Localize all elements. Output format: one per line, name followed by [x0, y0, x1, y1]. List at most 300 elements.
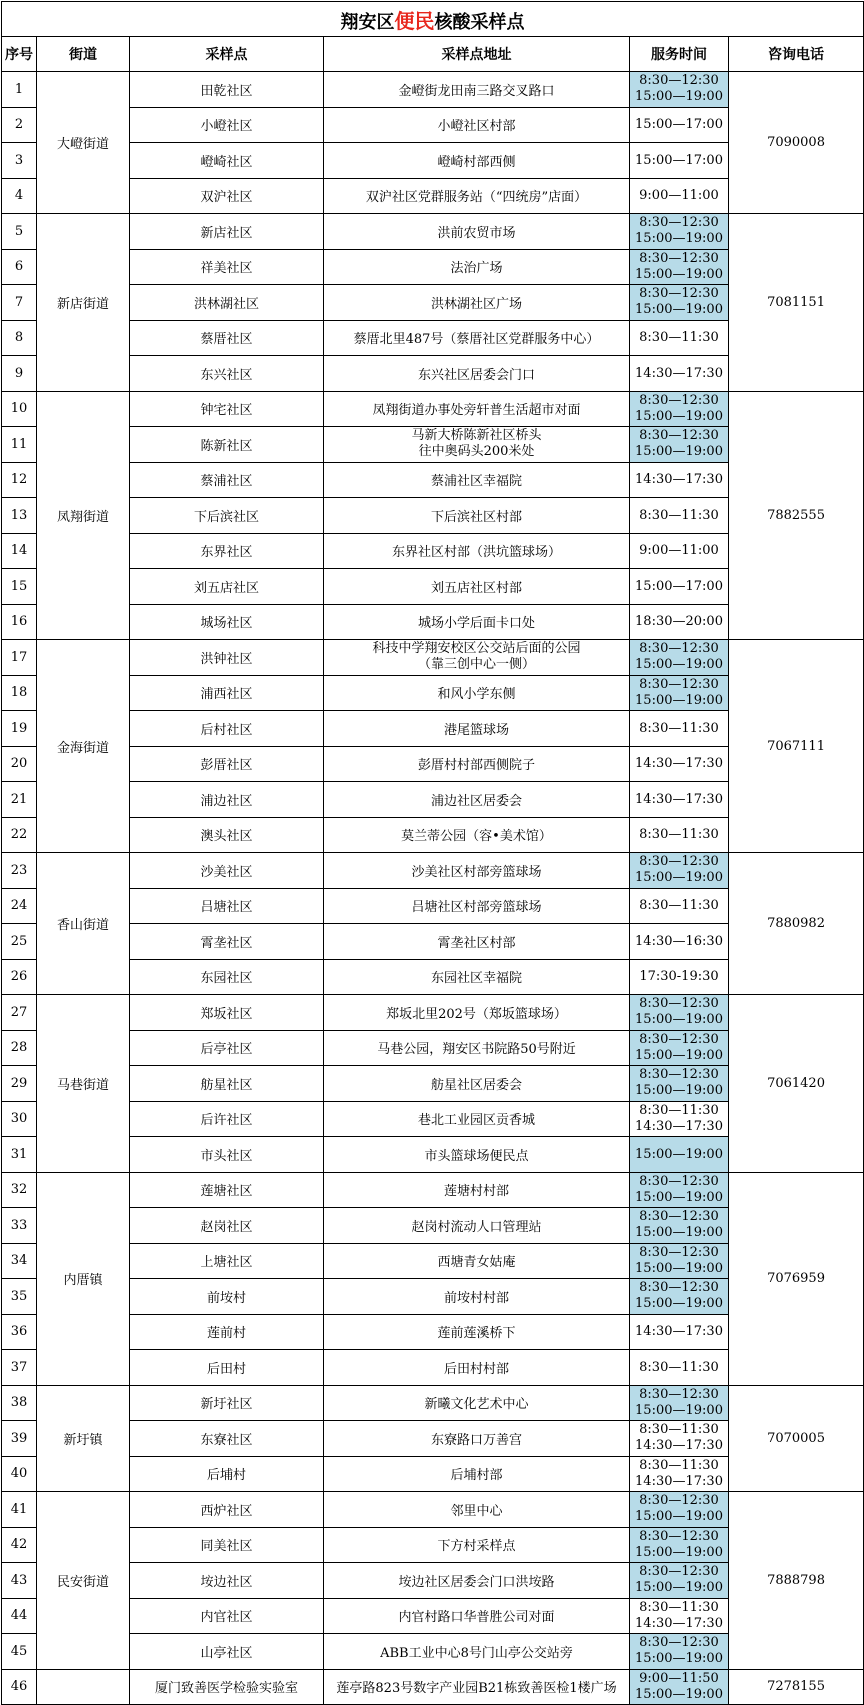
site-address [324, 640, 630, 676]
sampling-sites-table [1, 1, 864, 1705]
site-name: 洪钟社区 [130, 640, 324, 676]
table-row [2, 1669, 864, 1705]
site-address [324, 888, 630, 924]
row-number: 29 [2, 1066, 37, 1102]
time-line: 15:00—19:00 [635, 1189, 723, 1205]
site-name: 东界社区 [130, 533, 324, 569]
street-name: 金海街道 [37, 640, 130, 853]
service-time [630, 1563, 729, 1599]
address-line: 内官村路口华普胜公司对面 [398, 1610, 555, 1626]
address-line: 蔡厝北里487号（蔡厝社区党群服务中心） [353, 332, 600, 348]
row-number: 45 [2, 1634, 37, 1670]
time-line: 8:30—12:30 [639, 1244, 719, 1260]
time-line: 15:00—19:00 [635, 1047, 723, 1063]
time-line: 8:30—12:30 [639, 286, 719, 302]
time-line: 8:30—12:30 [639, 428, 719, 444]
site-address [324, 356, 630, 392]
address-line: 和风小学东侧 [437, 687, 516, 703]
site-address [324, 817, 630, 853]
time-line: 9:00—11:00 [639, 543, 719, 559]
address-line: 港尾篮球场 [443, 722, 509, 738]
time-line: 15:00—17:00 [635, 152, 723, 168]
service-time [630, 249, 729, 285]
time-line: 15:00—17:00 [635, 578, 723, 594]
row-number: 22 [2, 817, 37, 853]
time-line: 15:00—19:00 [635, 1402, 723, 1418]
street-name: 香山街道 [37, 853, 130, 995]
consult-phone: 7081151 [729, 214, 864, 392]
address-line: 下方村采样点 [437, 1539, 516, 1555]
time-line: 8:30—12:30 [639, 1031, 719, 1047]
site-address [324, 72, 630, 108]
address-line: 往中奥码头200米处 [418, 444, 535, 460]
consult-phone: 7882555 [729, 391, 864, 640]
service-time [630, 1598, 729, 1634]
site-address [324, 1563, 630, 1599]
street-name: 凤翔街道 [37, 391, 130, 640]
time-line: 8:30—12:30 [639, 73, 719, 89]
row-number: 33 [2, 1208, 37, 1244]
service-time [630, 498, 729, 534]
row-number: 39 [2, 1421, 37, 1457]
time-line: 15:00—19:00 [635, 1146, 723, 1162]
row-number: 35 [2, 1279, 37, 1315]
site-address [324, 604, 630, 640]
row-number: 18 [2, 675, 37, 711]
row-number: 26 [2, 959, 37, 995]
service-time [630, 462, 729, 498]
site-name: 钟宅社区 [130, 391, 324, 427]
time-line: 8:30—11:30 [639, 330, 719, 346]
table-row [2, 995, 864, 1031]
site-name: 后田村 [130, 1350, 324, 1386]
row-number: 30 [2, 1101, 37, 1137]
service-time [630, 143, 729, 179]
service-time [630, 533, 729, 569]
site-address [324, 1137, 630, 1173]
row-number: 8 [2, 320, 37, 356]
time-line: 15:00—19:00 [635, 89, 723, 105]
site-name: 同美社区 [130, 1527, 324, 1563]
row-number: 28 [2, 1030, 37, 1066]
address-line: 巷北工业园区贡香城 [417, 1113, 535, 1129]
service-time [630, 1669, 729, 1705]
site-name: 吕塘社区 [130, 888, 324, 924]
time-line: 15:00—19:00 [635, 1260, 723, 1276]
address-line: 小嶝社区村部 [437, 119, 516, 135]
service-time [630, 959, 729, 995]
site-name: 祥美社区 [130, 249, 324, 285]
time-line: 15:00—19:00 [635, 1083, 723, 1099]
address-line: （靠三创中心一侧） [417, 657, 535, 673]
title-suffix: 核酸采样点 [434, 11, 525, 33]
row-number: 15 [2, 569, 37, 605]
service-time [630, 1314, 729, 1350]
service-time [630, 1492, 729, 1528]
time-line: 14:30—17:30 [635, 472, 723, 488]
time-line: 8:30—12:30 [639, 1493, 719, 1509]
address-line: 马巷公园，翔安区书院路50号附近 [377, 1042, 576, 1058]
address-line: 城场小学后面卡口处 [417, 616, 535, 632]
time-line: 15:00—19:00 [635, 1580, 723, 1596]
service-time [630, 569, 729, 605]
site-address [324, 569, 630, 605]
site-name: 前垵村 [130, 1279, 324, 1315]
time-line: 8:30—12:30 [639, 641, 719, 657]
consult-phone: 7070005 [729, 1385, 864, 1492]
site-address [324, 143, 630, 179]
service-time [630, 1172, 729, 1208]
time-line: 8:30—12:30 [639, 1280, 719, 1296]
site-name: 蔡浦社区 [130, 462, 324, 498]
address-line: 东兴社区居委会门口 [417, 367, 535, 383]
time-line: 14:30—17:30 [635, 1324, 723, 1340]
site-address [324, 1314, 630, 1350]
site-address [324, 1385, 630, 1421]
time-line: 15:00—19:00 [635, 870, 723, 886]
site-name: 浦西社区 [130, 675, 324, 711]
time-line: 8:30—11:30 [639, 827, 719, 843]
service-time [630, 356, 729, 392]
site-address [324, 746, 630, 782]
service-time [630, 1527, 729, 1563]
address-line: 莫兰蒂公园（容•美术馆） [401, 829, 552, 845]
site-name: 后亭社区 [130, 1030, 324, 1066]
address-line: 洪前农贸市场 [437, 225, 516, 241]
address-line: 舫星社区居委会 [430, 1077, 522, 1093]
service-time [630, 320, 729, 356]
address-line: 法治广场 [450, 261, 503, 277]
row-number: 5 [2, 214, 37, 250]
time-line: 15:00—19:00 [635, 1296, 723, 1312]
site-name: 赵岗社区 [130, 1208, 324, 1244]
title-accent: 便民 [394, 8, 435, 33]
header-phone: 咨询电话 [729, 37, 864, 72]
site-address [324, 1456, 630, 1492]
service-time [630, 1066, 729, 1102]
row-number: 25 [2, 924, 37, 960]
consult-phone: 7880982 [729, 853, 864, 995]
time-line: 9:00—11:00 [639, 188, 719, 204]
table-row [2, 214, 864, 250]
service-time [630, 1137, 729, 1173]
street-name: 新店街道 [37, 214, 130, 392]
address-line: 郑坂北里202号（郑坂篮球场） [386, 1006, 567, 1022]
street-name [37, 1669, 130, 1705]
site-name: 澳头社区 [130, 817, 324, 853]
time-line: 15:00—19:00 [635, 1651, 723, 1667]
service-time [630, 427, 729, 463]
site-name: 山亭社区 [130, 1634, 324, 1670]
address-line: 东寮路口万善宫 [430, 1432, 522, 1448]
header-street: 街道 [37, 37, 130, 72]
table-row [2, 640, 864, 676]
site-address [324, 1350, 630, 1386]
table-row [2, 853, 864, 889]
time-line: 14:30—17:30 [635, 791, 723, 807]
street-name: 大嶝街道 [37, 72, 130, 214]
row-number: 36 [2, 1314, 37, 1350]
site-address [324, 995, 630, 1031]
time-line: 8:30—12:30 [639, 1635, 719, 1651]
time-line: 15:00—19:00 [635, 692, 723, 708]
page-title [2, 2, 864, 37]
table-row [2, 72, 864, 108]
row-number: 44 [2, 1598, 37, 1634]
address-line: 双沪社区党群服务站（“四统房”店面） [365, 190, 588, 206]
address-line: 西塘青女姑庵 [437, 1255, 516, 1271]
row-number: 14 [2, 533, 37, 569]
time-line: 8:30—12:30 [639, 854, 719, 870]
address-line: 后田村村部 [443, 1361, 509, 1377]
consult-phone: 7090008 [729, 72, 864, 214]
site-address [324, 320, 630, 356]
site-address [324, 1243, 630, 1279]
site-name: 新店社区 [130, 214, 324, 250]
service-time [630, 285, 729, 321]
time-line: 18:30—20:00 [635, 614, 723, 630]
site-address [324, 1527, 630, 1563]
time-line: 14:30—17:30 [635, 1438, 723, 1454]
site-name: 东兴社区 [130, 356, 324, 392]
site-address [324, 1172, 630, 1208]
time-line: 8:30—11:30 [639, 1102, 719, 1118]
service-time [630, 853, 729, 889]
time-line: 15:00—19:00 [635, 657, 723, 673]
site-address [324, 178, 630, 214]
time-line: 8:30—11:30 [639, 1599, 719, 1615]
site-address [324, 1634, 630, 1670]
time-line: 15:00—19:00 [635, 1509, 723, 1525]
address-line: 莲亭路823号数字产业园B21栋致善医检1楼广场 [336, 1681, 617, 1697]
time-line: 14:30—17:30 [635, 1118, 723, 1134]
time-line: 15:00—19:00 [635, 408, 723, 424]
site-name: 西炉社区 [130, 1492, 324, 1528]
row-number: 17 [2, 640, 37, 676]
site-address [324, 391, 630, 427]
service-time [630, 995, 729, 1031]
address-line: ABB工业中心8号门山亭公交站旁 [380, 1645, 573, 1661]
address-line: 洪林湖社区广场 [430, 296, 522, 312]
site-address [324, 924, 630, 960]
time-line: 15:00—19:00 [635, 266, 723, 282]
service-time [630, 924, 729, 960]
time-line: 8:30—11:30 [639, 720, 719, 736]
site-address [324, 533, 630, 569]
table-row [2, 1172, 864, 1208]
site-address [324, 1598, 630, 1634]
time-line: 14:30—17:30 [635, 756, 723, 772]
site-name: 后埔村 [130, 1456, 324, 1492]
site-address [324, 1101, 630, 1137]
time-line: 15:00—19:00 [635, 302, 723, 318]
service-time [630, 1101, 729, 1137]
site-name: 厦门致善医学检验实验室 [130, 1669, 324, 1705]
time-line: 8:30—12:30 [639, 250, 719, 266]
address-line: 马新大桥陈新社区桥头 [411, 428, 542, 444]
address-line: 莲塘村村部 [443, 1184, 509, 1200]
service-time [630, 746, 729, 782]
time-line: 14:30—17:30 [635, 365, 723, 381]
service-time [630, 1030, 729, 1066]
site-address [324, 107, 630, 143]
address-line: 凤翔街道办事处旁轩普生活超市对面 [372, 403, 581, 419]
time-line: 15:00—19:00 [635, 231, 723, 247]
row-number: 41 [2, 1492, 37, 1528]
service-time [630, 640, 729, 676]
address-line: 下后滨社区村部 [430, 509, 522, 525]
site-name: 陈新社区 [130, 427, 324, 463]
site-name: 城场社区 [130, 604, 324, 640]
site-address [324, 249, 630, 285]
site-address [324, 462, 630, 498]
address-line: 后埔村部 [450, 1468, 503, 1484]
row-number: 37 [2, 1350, 37, 1386]
row-number: 46 [2, 1669, 37, 1705]
site-name: 莲前村 [130, 1314, 324, 1350]
row-number: 42 [2, 1527, 37, 1563]
site-address [324, 1279, 630, 1315]
time-line: 8:30—12:30 [639, 392, 719, 408]
site-name: 东园社区 [130, 959, 324, 995]
service-time [630, 675, 729, 711]
address-line: 嶝崎村部西侧 [437, 154, 516, 170]
service-time [630, 1421, 729, 1457]
service-time [630, 1634, 729, 1670]
row-number: 11 [2, 427, 37, 463]
site-name: 莲塘社区 [130, 1172, 324, 1208]
site-name: 东寮社区 [130, 1421, 324, 1457]
service-time [630, 817, 729, 853]
row-number: 7 [2, 285, 37, 321]
time-line: 17:30-19:30 [639, 969, 719, 985]
time-line: 8:30—12:30 [639, 1564, 719, 1580]
time-line: 15:00—19:00 [635, 1012, 723, 1028]
site-name: 下后滨社区 [130, 498, 324, 534]
address-line: 邻里中心 [450, 1503, 503, 1519]
time-line: 8:30—11:30 [639, 1422, 719, 1438]
site-name: 田乾社区 [130, 72, 324, 108]
time-line: 8:30—12:30 [639, 1067, 719, 1083]
address-line: 莲前莲溪桥下 [437, 1326, 516, 1342]
consult-phone: 7067111 [729, 640, 864, 853]
site-name: 垵边社区 [130, 1563, 324, 1599]
address-line: 东界社区村部（洪坑篮球场） [391, 545, 561, 561]
header-no: 序号 [2, 37, 37, 72]
site-address [324, 498, 630, 534]
time-line: 15:00—19:00 [635, 444, 723, 460]
row-number: 2 [2, 107, 37, 143]
row-number: 9 [2, 356, 37, 392]
site-address [324, 285, 630, 321]
time-line: 15:00—19:00 [635, 1544, 723, 1560]
time-line: 8:30—12:30 [639, 215, 719, 231]
site-name: 后许社区 [130, 1101, 324, 1137]
address-line: 东园社区幸福院 [430, 971, 522, 987]
site-address [324, 959, 630, 995]
consult-phone: 7061420 [729, 995, 864, 1173]
site-name: 新圩社区 [130, 1385, 324, 1421]
site-name: 沙美社区 [130, 853, 324, 889]
site-name: 上塘社区 [130, 1243, 324, 1279]
street-name: 马巷街道 [37, 995, 130, 1173]
time-line: 8:30—12:30 [639, 1386, 719, 1402]
row-number: 43 [2, 1563, 37, 1599]
header-address: 采样点地址 [324, 37, 630, 72]
table-row [2, 391, 864, 427]
address-line: 金嶝街龙田南三路交叉路口 [398, 83, 555, 99]
address-line: 霄垄社区村部 [437, 935, 516, 951]
site-address [324, 214, 630, 250]
time-line: 15:00—19:00 [635, 1686, 723, 1702]
row-number: 10 [2, 391, 37, 427]
street-name: 新圩镇 [37, 1385, 130, 1492]
site-name: 小嶝社区 [130, 107, 324, 143]
site-name: 舫星社区 [130, 1066, 324, 1102]
address-line: 蔡浦社区幸福院 [430, 474, 522, 490]
consult-phone: 7076959 [729, 1172, 864, 1385]
site-address [324, 1208, 630, 1244]
site-address [324, 1030, 630, 1066]
row-number: 3 [2, 143, 37, 179]
service-time [630, 782, 729, 818]
consult-phone: 7278155 [729, 1669, 864, 1705]
address-line: 前垵村村部 [443, 1290, 509, 1306]
service-time [630, 711, 729, 747]
time-line: 8:30—11:30 [639, 1457, 719, 1473]
row-number: 31 [2, 1137, 37, 1173]
address-line: 刘五店社区村部 [430, 580, 522, 596]
site-name: 刘五店社区 [130, 569, 324, 605]
table-body [2, 72, 864, 1705]
header-row [2, 37, 864, 72]
row-number: 13 [2, 498, 37, 534]
site-address [324, 853, 630, 889]
site-name: 双沪社区 [130, 178, 324, 214]
service-time [630, 1243, 729, 1279]
time-line: 8:30—12:30 [639, 996, 719, 1012]
row-number: 38 [2, 1385, 37, 1421]
address-line: 沙美社区村部旁篮球场 [411, 864, 542, 880]
row-number: 19 [2, 711, 37, 747]
site-address [324, 711, 630, 747]
time-line: 8:30—12:30 [639, 676, 719, 692]
service-time [630, 214, 729, 250]
street-name: 内厝镇 [37, 1172, 130, 1385]
time-line: 8:30—11:30 [639, 507, 719, 523]
site-name: 内官社区 [130, 1598, 324, 1634]
address-line: 垵边社区居委会门口洪垵路 [398, 1574, 555, 1590]
row-number: 34 [2, 1243, 37, 1279]
time-line: 15:00—17:00 [635, 117, 723, 133]
header-time: 服务时间 [630, 37, 729, 72]
site-address [324, 427, 630, 463]
street-name: 民安街道 [37, 1492, 130, 1670]
row-number: 16 [2, 604, 37, 640]
row-number: 6 [2, 249, 37, 285]
time-line: 8:30—11:30 [639, 898, 719, 914]
address-line: 吕塘社区村部旁篮球场 [411, 900, 542, 916]
site-address [324, 1421, 630, 1457]
address-line: 彭厝村村部西侧院子 [417, 758, 535, 774]
row-number: 4 [2, 178, 37, 214]
service-time [630, 107, 729, 143]
site-address [324, 675, 630, 711]
time-line: 8:30—11:30 [639, 1359, 719, 1375]
address-line: 赵岗村流动人口管理站 [411, 1219, 542, 1235]
table-row [2, 1492, 864, 1528]
site-name: 市头社区 [130, 1137, 324, 1173]
